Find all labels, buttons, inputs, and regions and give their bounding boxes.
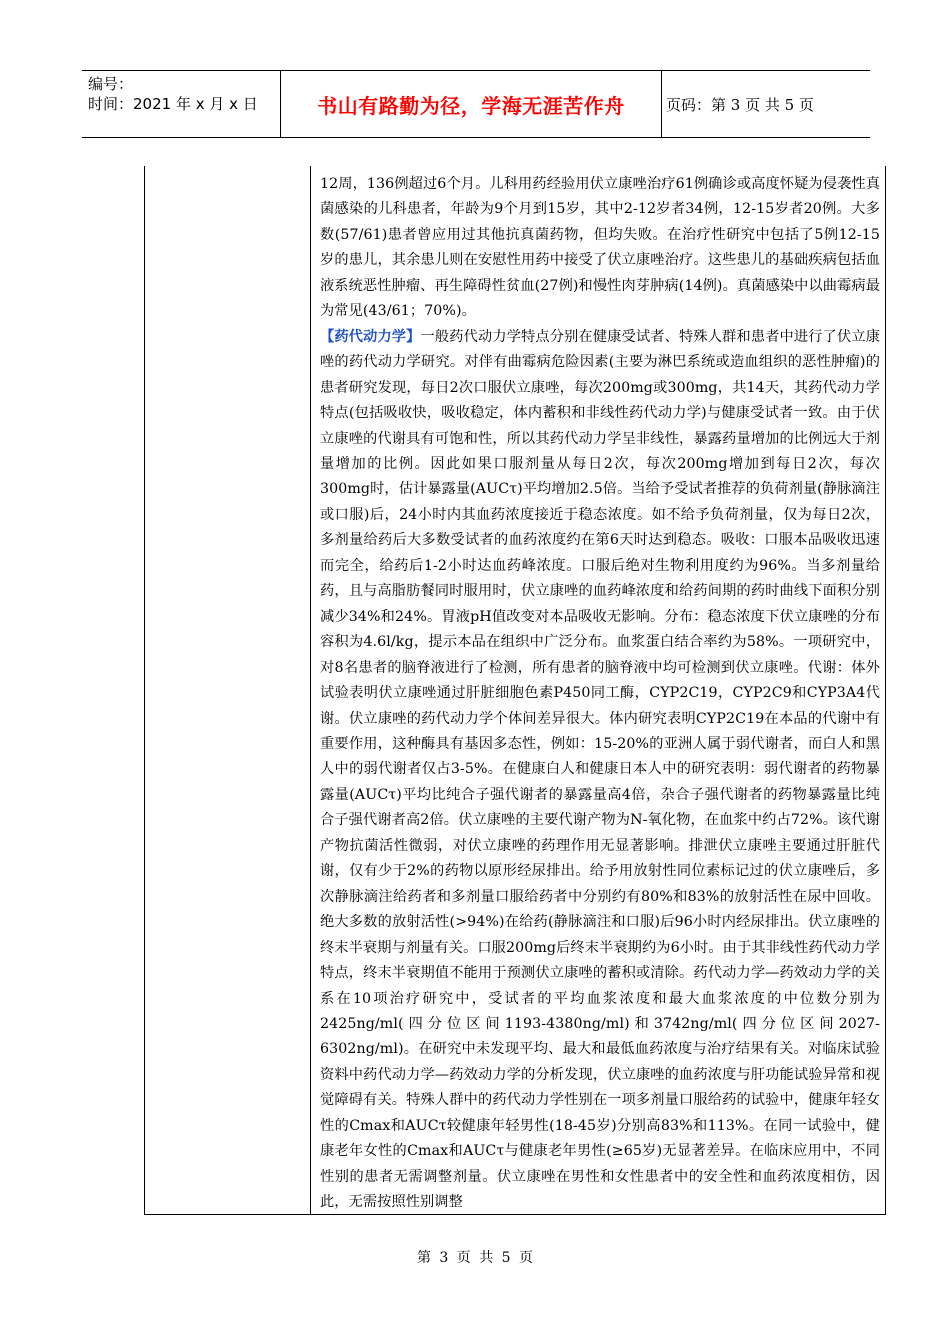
header-meta	[82, 71, 280, 137]
body-text	[320, 172, 880, 1216]
page-header	[82, 70, 870, 138]
header-page-cell	[662, 71, 870, 137]
pharmacokinetics-text: 一般药代动力学特点分别在健康受试者、特殊人群和患者中进行了伏立康唑的药代动力学研究。对伴有曲霉病危险因素(主要为淋巴系统或造血组织的恶性肿瘤)的患者研究发现，每日2次口服伏立康唑，每次200mg或300mg，共14天，其药代动力学特点(包括吸收快，吸收稳定，体内蓄积和非线性药代动力学)与健康受试者一致。由于伏立康唑的代谢具有可饱和性，所以其药代动力学呈非线性，暴露药量增加的比例远大于剂量增加的比例。因此如果口服剂量从每日2次，每次200mg增加到每日2次，每次300mg时，估计暴露量(AUCτ)平均增加2.5倍。当给予受试者推荐的负荷剂量(静脉滴注或口服)后，24小时内其血药浓度接近于稳态浓度。如不给予负荷剂量，仅为每日2次，多剂量给药后大多数受试者的血药浓度约在第6天时达到稳态。吸收：口服本品吸收迅速而完全，给药后1-2小时达血药峰浓度。口服后绝对生物利用度约为96%。当多剂量给药，且与高脂肪餐同时服用时，伏立康唑的血药峰浓度和给药间期的药时曲线下面积分别减少34%和24%。胃液pH值改变对本品吸收无影响。分布：稳态浓度下伏立康唑的分布容积为4.6l/kg，提示本品在组织中广泛分布。血浆蛋白结合率约为58%。一项研究中，对8名患者的脑脊液进行了检测，所有患者的脑脊液中均可检测到伏立康唑。代谢：体外试验表明伏立康唑通过肝脏细胞色素P450同工酶，CYP2C19，CYP2C9和CYP3A4代谢。伏立康唑的药代动力学个体间差异很大。体内研究表明CYP2C19在本品的代谢中有重要作用，这种酶具有基因多态性，例如：15-20%的亚洲人属于弱代谢者，而白人和黑人中的弱代谢者仅占3-5%。在健康白人和健康日本人中的研究表明：弱代谢者的药物暴露量(AUCτ)平均比纯合子强代谢者的暴露量高4倍，杂合子强代谢者的药物暴露量比纯合子强代谢者高2倍。伏立康唑的主要代谢产物为N-氧化物，在血浆中约占72%。该代谢产物抗菌活性微弱，对伏立康唑的药理作用无显著影响。排泄伏立康唑主要通过肝脏代谢，仅有少于2%的药物以原形经尿排出。给予用放射性同位素标记过的伏立康唑后，多次静脉滴注给药者和多剂量口服给药者中分别约有80%和83%的放射活性在尿中回收。绝大多数的放射活性(>94%)在给药(静脉滴注和口服)后96小时内经尿排出。伏立康唑的终末半衰期与剂量有关。口服200mg后终末半衰期约为6小时。由于其非线性药代动力学特点，终末半衰期值不能用于预测伏立康唑的蓄积或清除。药代动力学—药效动力学的关系在10项治疗研究中，受试者的平均血浆浓度和最大血浆浓度的中位数分别为2425ng/ml(四分位区间1193-4380ng/ml)和3742ng/ml(四分位区间2027-6302ng/ml)。在研究中未发现平均、最大和最低血药浓度与治疗结果有关。对临床试验资料中药代动力学—药效动力学的分析发现，伏立康唑的血药浓度与肝功能试验异常和视觉障碍有关。特殊人群中的药代动力学性别在一项多剂量口服给药的试验中，健康年轻女性的Cmax和AUCτ较健康年轻男性(18-45岁)分别高83%和113%。在同一试验中，健康老年女性的Cmax和AUCτ与健康老年男性(≥65岁)无显著差异。在临床应用中，不同性别的患者无需调整剂量。伏立康唑在男性和女性患者中的安全性和血药浓度相仿，因此，无需按照性别调整	[320, 328, 881, 1211]
paragraph-pediatric: 12周，136例超过6个月。儿科用药经验用伏立康唑治疗61例确诊或高度怀疑为侵袭性真菌感染的儿科患者，年龄为9个月到15岁，其中2-12岁者34例，12-15岁者20例。大多数(57/61)患者曾应用过其他抗真菌药物，但均失败。在治疗性研究中包括了5例12-15岁的患儿，其余患儿则在安慰性用药中接受了伏立康唑治疗。这些患儿的基础疾病包括血液系统恶性肿瘤、再生障碍性贫血(27例)和慢性肉芽肿病(14例)。真菌感染中以曲霉病最为常见(43/61；70%)。	[320, 176, 880, 320]
paragraph-pharmacokinetics	[320, 325, 880, 1216]
page-footer: 第 3 页 共 5 页	[416, 1250, 534, 1266]
table-label-column	[145, 166, 311, 1214]
header-motto-cell	[280, 71, 662, 137]
header-motto: 书山有路勤为径，学海无涯苦作舟	[317, 93, 625, 118]
table-content-column	[311, 166, 885, 1214]
header-page-number: 页码：第 3 页 共 5 页	[666, 95, 814, 114]
document-date-label: 时间：2021 年 x 月 x 日	[88, 95, 258, 113]
document-number-label: 编号：	[88, 75, 134, 93]
section-heading-pharmacokinetics: 【药代动力学】	[320, 328, 421, 345]
content-table	[144, 166, 886, 1215]
